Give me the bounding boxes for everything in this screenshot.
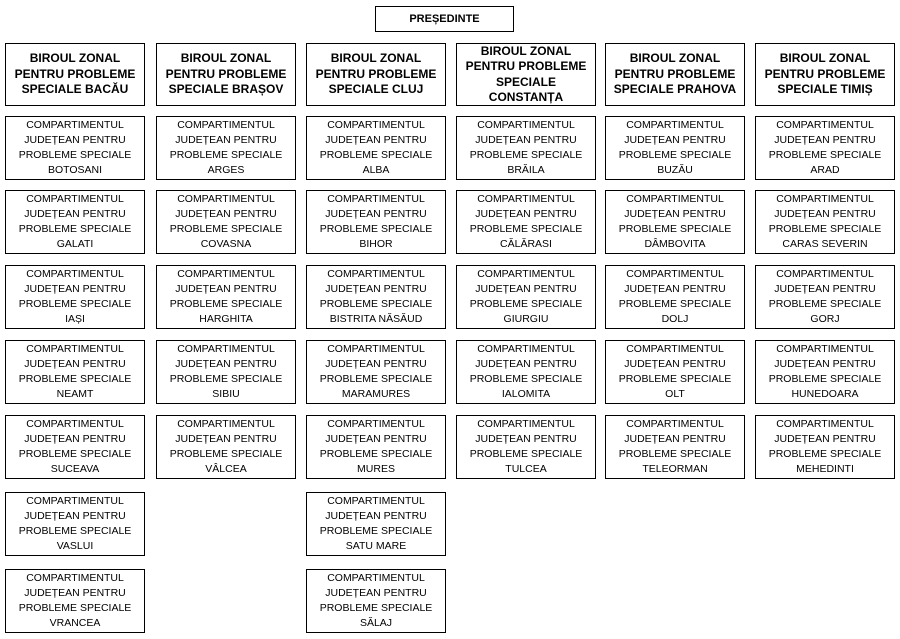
department-hunedoara <box>755 340 895 404</box>
bureau-timis <box>755 43 895 106</box>
department-tulcea <box>456 415 596 479</box>
department-label: COMPARTIMENTUL JUDEȚEAN PENTRU PROBLEME SPECIALE BIHOR <box>319 193 433 250</box>
department-label: COMPARTIMENTUL JUDEȚEAN PENTRU PROBLEME SPECIALE ALBA <box>319 119 433 176</box>
department-label: COMPARTIMENTUL JUDEȚEAN PENTRU PROBLEME SPECIALE BISTRITA NĂSĂUD <box>319 268 433 325</box>
department-neamt <box>5 340 145 404</box>
department-satu-mare <box>306 492 446 556</box>
department-label: COMPARTIMENTUL JUDEȚEAN PENTRU PROBLEME SPECIALE IAȘI <box>18 268 132 325</box>
department-label: COMPARTIMENTUL JUDEȚEAN PENTRU PROBLEME SPECIALE VASLUI <box>18 495 132 552</box>
bureau-bacau <box>5 43 145 106</box>
department-label: COMPARTIMENTUL JUDEȚEAN PENTRU PROBLEME SPECIALE CARAS SEVERIN <box>768 193 882 250</box>
department-mures <box>306 415 446 479</box>
department-bihor <box>306 190 446 254</box>
department-label: COMPARTIMENTUL JUDEȚEAN PENTRU PROBLEME SPECIALE VÂLCEA <box>169 418 283 475</box>
department-vrancea <box>5 569 145 633</box>
bureau-label: BIROUL ZONAL PENTRU PROBLEME SPECIALE CONSTANȚA <box>465 43 587 104</box>
department-ialomita <box>456 340 596 404</box>
bureau-label: BIROUL ZONAL PENTRU PROBLEME SPECIALE BACĂU <box>14 51 136 97</box>
department-calarasi <box>456 190 596 254</box>
department-iasi <box>5 265 145 329</box>
department-gorj <box>755 265 895 329</box>
bureau-label: BIROUL ZONAL PENTRU PROBLEME SPECIALE TIMIȘ <box>764 51 886 97</box>
department-maramures <box>306 340 446 404</box>
department-label: COMPARTIMENTUL JUDEȚEAN PENTRU PROBLEME SPECIALE ARAD <box>768 119 882 176</box>
president-label: PREȘEDINTE <box>409 13 480 25</box>
department-label: COMPARTIMENTUL JUDEȚEAN PENTRU PROBLEME SPECIALE HARGHITA <box>169 268 283 325</box>
department-label: COMPARTIMENTUL JUDEȚEAN PENTRU PROBLEME SPECIALE DÂMBOVITA <box>618 193 732 250</box>
bureau-label: BIROUL ZONAL PENTRU PROBLEME SPECIALE CLUJ <box>315 51 437 97</box>
department-arad <box>755 116 895 180</box>
department-label: COMPARTIMENTUL JUDEȚEAN PENTRU PROBLEME SPECIALE MARAMURES <box>319 343 433 400</box>
department-label: COMPARTIMENTUL JUDEȚEAN PENTRU PROBLEME SPECIALE ARGES <box>169 119 283 176</box>
department-label: COMPARTIMENTUL JUDEȚEAN PENTRU PROBLEME SPECIALE VRANCEA <box>18 572 132 629</box>
department-botosani <box>5 116 145 180</box>
department-dolj <box>605 265 745 329</box>
bureau-cluj <box>306 43 446 106</box>
department-arges <box>156 116 296 180</box>
department-covasna <box>156 190 296 254</box>
department-label: COMPARTIMENTUL JUDEȚEAN PENTRU PROBLEME SPECIALE GORJ <box>768 268 882 325</box>
department-label: COMPARTIMENTUL JUDEȚEAN PENTRU PROBLEME SPECIALE IALOMITA <box>469 343 583 400</box>
department-label: COMPARTIMENTUL JUDEȚEAN PENTRU PROBLEME SPECIALE SUCEAVA <box>18 418 132 475</box>
department-sibiu <box>156 340 296 404</box>
department-label: COMPARTIMENTUL JUDEȚEAN PENTRU PROBLEME SPECIALE TULCEA <box>469 418 583 475</box>
department-suceava <box>5 415 145 479</box>
department-label: COMPARTIMENTUL JUDEȚEAN PENTRU PROBLEME SPECIALE DOLJ <box>618 268 732 325</box>
president-box <box>375 6 514 32</box>
department-harghita <box>156 265 296 329</box>
bureau-prahova <box>605 43 745 106</box>
department-label: COMPARTIMENTUL JUDEȚEAN PENTRU PROBLEME SPECIALE GALATI <box>18 193 132 250</box>
department-teleorman <box>605 415 745 479</box>
department-label: COMPARTIMENTUL JUDEȚEAN PENTRU PROBLEME SPECIALE TELEORMAN <box>618 418 732 475</box>
department-alba <box>306 116 446 180</box>
department-vaslui <box>5 492 145 556</box>
department-label: COMPARTIMENTUL JUDEȚEAN PENTRU PROBLEME SPECIALE SATU MARE <box>319 495 433 552</box>
department-label: COMPARTIMENTUL JUDEȚEAN PENTRU PROBLEME SPECIALE BRĂILA <box>469 119 583 176</box>
department-label: COMPARTIMENTUL JUDEȚEAN PENTRU PROBLEME SPECIALE MURES <box>319 418 433 475</box>
department-dambovita <box>605 190 745 254</box>
department-valcea <box>156 415 296 479</box>
department-salaj <box>306 569 446 633</box>
bureau-label: BIROUL ZONAL PENTRU PROBLEME SPECIALE PRAHOVA <box>613 51 737 97</box>
department-label: COMPARTIMENTUL JUDEȚEAN PENTRU PROBLEME SPECIALE NEAMT <box>18 343 132 400</box>
department-label: COMPARTIMENTUL JUDEȚEAN PENTRU PROBLEME SPECIALE BOTOSANI <box>18 119 132 176</box>
department-galati <box>5 190 145 254</box>
department-olt <box>605 340 745 404</box>
department-label: COMPARTIMENTUL JUDEȚEAN PENTRU PROBLEME SPECIALE HUNEDOARA <box>768 343 882 400</box>
department-label: COMPARTIMENTUL JUDEȚEAN PENTRU PROBLEME SPECIALE BUZĂU <box>618 119 732 176</box>
department-label: COMPARTIMENTUL JUDEȚEAN PENTRU PROBLEME SPECIALE MEHEDINTI <box>768 418 882 475</box>
department-buzau <box>605 116 745 180</box>
department-bistrita-nasaud <box>306 265 446 329</box>
department-label: COMPARTIMENTUL JUDEȚEAN PENTRU PROBLEME SPECIALE CĂLĂRASI <box>469 193 583 250</box>
department-braila <box>456 116 596 180</box>
department-giurgiu <box>456 265 596 329</box>
department-label: COMPARTIMENTUL JUDEȚEAN PENTRU PROBLEME SPECIALE OLT <box>618 343 732 400</box>
department-caras-severin <box>755 190 895 254</box>
department-label: COMPARTIMENTUL JUDEȚEAN PENTRU PROBLEME SPECIALE COVASNA <box>169 193 283 250</box>
bureau-constanta <box>456 43 596 106</box>
bureau-label: BIROUL ZONAL PENTRU PROBLEME SPECIALE BRAȘOV <box>165 51 287 97</box>
bureau-brasov <box>156 43 296 106</box>
department-label: COMPARTIMENTUL JUDEȚEAN PENTRU PROBLEME SPECIALE SIBIU <box>169 343 283 400</box>
department-mehedinti <box>755 415 895 479</box>
department-label: COMPARTIMENTUL JUDEȚEAN PENTRU PROBLEME SPECIALE GIURGIU <box>469 268 583 325</box>
department-label: COMPARTIMENTUL JUDEȚEAN PENTRU PROBLEME SPECIALE SĂLAJ <box>319 572 433 629</box>
